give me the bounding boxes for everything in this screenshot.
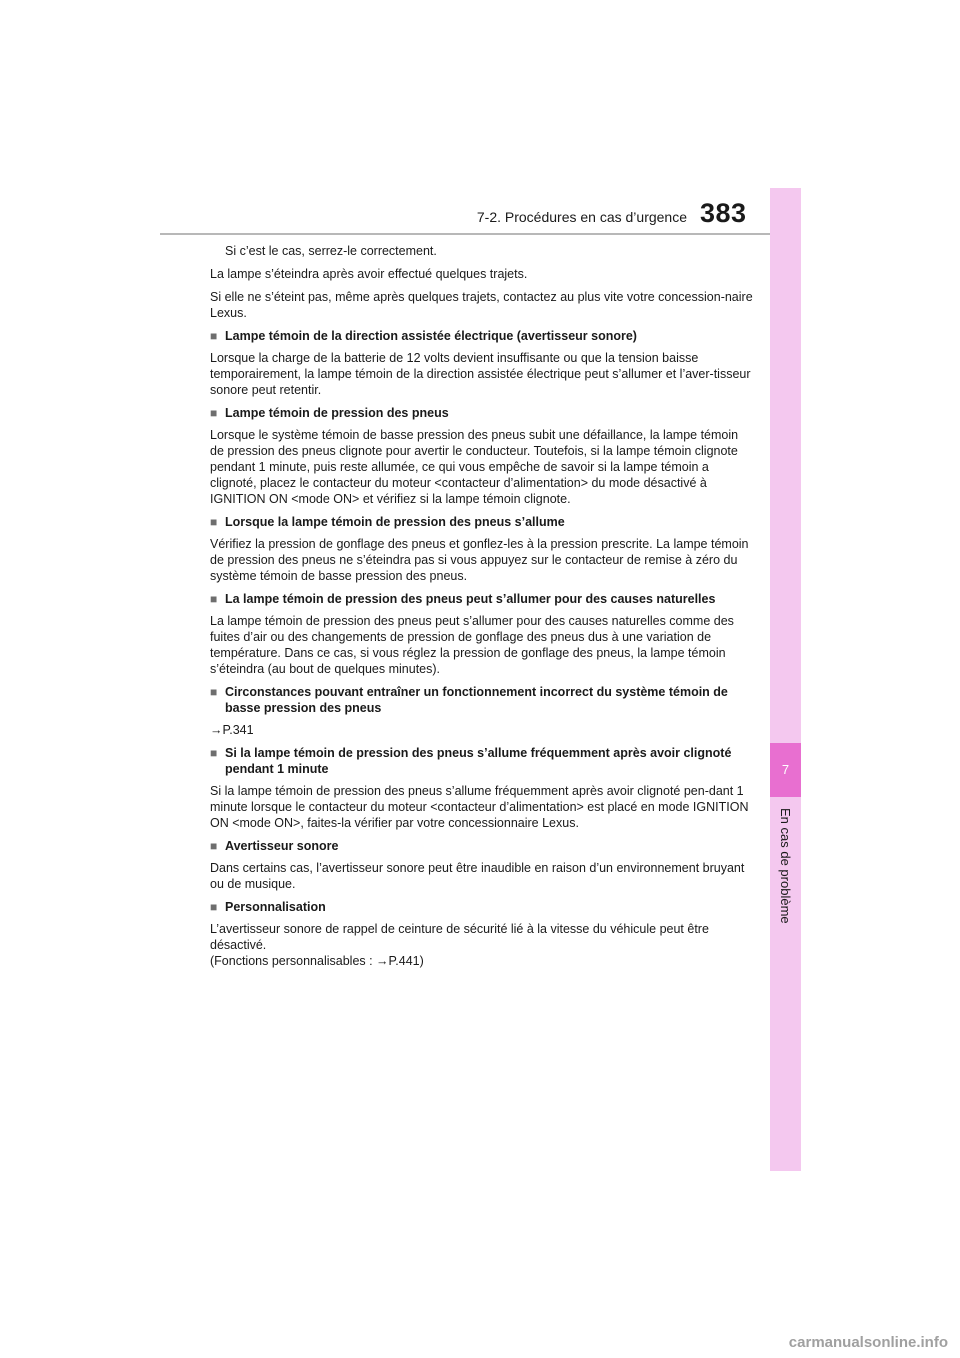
intro-paragraph: Si elle ne s’éteint pas, même après quelques trajets, contactez au plus vite votre concession-naire Lexus. [210, 290, 753, 320]
chapter-side-tab [770, 188, 801, 1171]
section-body: Si la lampe témoin de pression des pneus s’allume fréquemment après avoir clignoté pen-dant 1 minute lorsque le contacteur du moteur <contacteur d’alimentation> est placé en mode IGNITION ON <mode ON>, faites-la vérifier par votre concessionnaire Lexus. [210, 784, 749, 830]
intro-paragraph: Si c’est le cas, serrez-le correctement. [225, 244, 437, 258]
chapter-title: En cas de problème [778, 808, 793, 924]
intro-paragraph: La lampe s’éteindra après avoir effectué quelques trajets. [210, 267, 528, 281]
section-body: L’avertisseur sonore de rappel de ceinture de sécurité lié à la vitesse du véhicule peut être désactivé. [210, 922, 709, 952]
section-heading: ■ Si la lampe témoin de pression des pneus s’allume fréquemment après avoir clignoté pendant 1 minute [210, 746, 732, 776]
section-body: Lorsque le système témoin de basse pression des pneus subit une défaillance, la lampe témoin de pression des pneus clignote pour avertir le conducteur. Toutefois, si la lampe témoin clignote pendant 1 minute, puis reste allumée, ce qui vous empêche de savoir si la lampe témoin a clignoté, placez le contacteur du moteur <contacteur d’alimentation> du mode désactivé à IGNITION ON <mode ON> et vérifiez si la lampe témoin clignote. [210, 428, 739, 506]
section-body: Dans certains cas, l’avertisseur sonore peut être inaudible en raison d’un environnement bruyant ou de musique. [210, 861, 745, 891]
section-body: Vérifiez la pression de gonflage des pneus et gonflez-les à la pression prescrite. La lampe témoin de pression des pneus ne s’éteindra pas si vous appuyez sur le contacteur de remise à zéro du système témoin de basse pression des pneus. [210, 537, 749, 583]
section-body: Lorsque la charge de la batterie de 12 volts devient insuffisante ou que la tension baisse temporairement, la lampe témoin de la direction assistée électrique peut s’allumer et l’aver-tisseur sonore peut retentir. [210, 351, 751, 397]
page-reference-link[interactable]: →P.341 [210, 723, 254, 737]
square-bullet-icon: ■ [210, 592, 218, 606]
square-bullet-icon: ■ [210, 839, 218, 853]
square-bullet-icon: ■ [210, 406, 218, 420]
square-bullet-icon: ■ [210, 515, 218, 529]
page-reference-link[interactable]: (Fonctions personnalisables : →P.441) [210, 954, 424, 968]
square-bullet-icon: ■ [210, 685, 218, 699]
section-body: La lampe témoin de pression des pneus peut s’allumer pour des causes naturelles comme des fuites d’air ou des changements de pression de gonflage des pneus dus à une variation de température. Dans ce cas, si vous réglez la pression de gonflage des pneus, la lampe témoin s’éteindra (au bout de quelques minutes). [210, 614, 734, 676]
section-header: 7-2. Procédures en cas d’urgence [476, 209, 687, 225]
square-bullet-icon: ■ [210, 329, 218, 343]
section-heading: ■ Lampe témoin de pression des pneus [210, 406, 449, 420]
section-heading: ■ Circonstances pouvant entraîner un fonctionnement incorrect du système témoin de basse pression des pneus [210, 685, 728, 715]
section-heading: ■ Avertisseur sonore [210, 839, 339, 853]
section-heading: ■ Lorsque la lampe témoin de pression des pneus s’allume [210, 515, 565, 529]
section-heading: ■ Lampe témoin de la direction assistée électrique (avertisseur sonore) [210, 329, 637, 343]
square-bullet-icon: ■ [210, 746, 218, 760]
square-bullet-icon: ■ [210, 900, 218, 914]
section-heading: ■ La lampe témoin de pression des pneus peut s’allumer pour des causes naturelles [210, 592, 716, 606]
chapter-number: 7 [781, 762, 790, 777]
header-divider [160, 233, 770, 235]
section-heading: ■ Personnalisation [210, 900, 326, 914]
page-content [210, 243, 755, 976]
page-number: 383 [700, 198, 747, 228]
watermark: carmanualsonline.info [788, 1334, 948, 1351]
